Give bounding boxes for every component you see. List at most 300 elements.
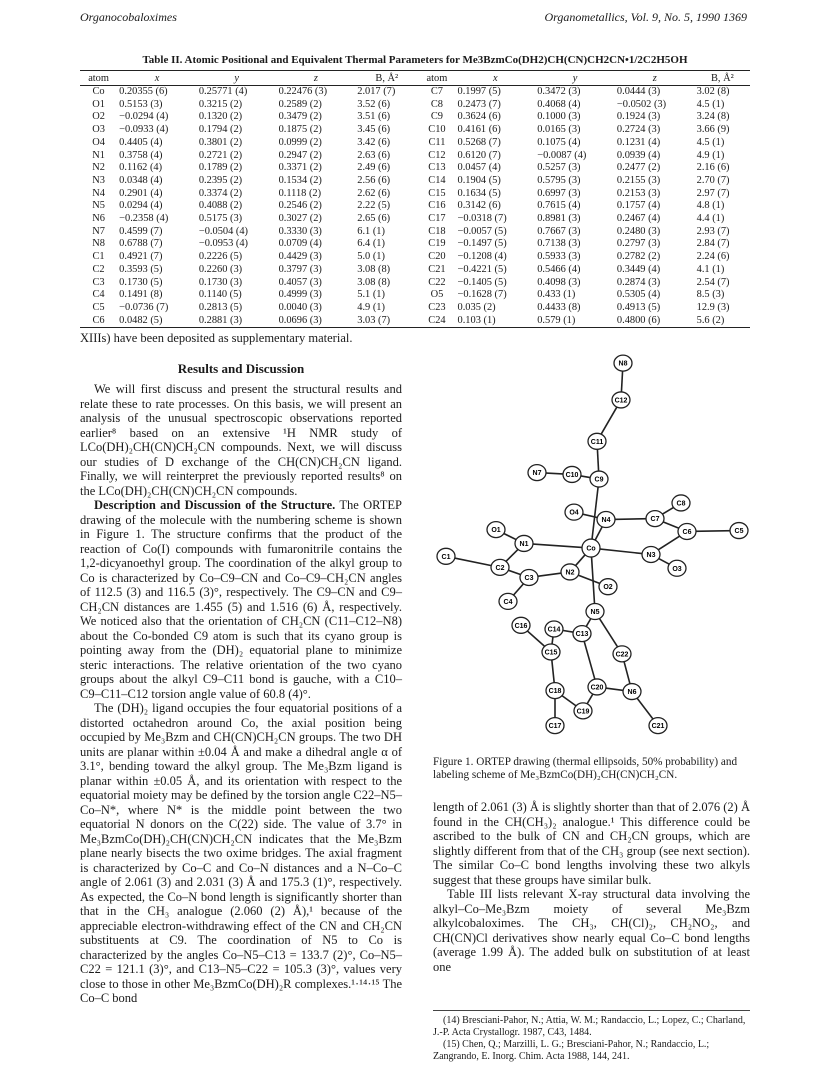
table-row <box>80 111 750 124</box>
table-row <box>80 277 750 290</box>
value-cell: −0.1497 (5) <box>457 238 507 250</box>
value-cell: 0.6788 (7) <box>119 238 163 250</box>
atom-cell: N4 <box>92 187 105 199</box>
value-cell: −0.1208 (4) <box>457 251 507 263</box>
atom-cell: C13 <box>428 162 446 174</box>
caption-text: ORTEP drawing (thermal ellipsoids, 50% probability) and labeling scheme of Me₃BzmCo(DH)₂CH(CN)CH₂CN. <box>433 756 738 781</box>
atom-n2 <box>561 564 579 580</box>
atom-c19 <box>574 703 592 719</box>
value-cell: 0.2874 (3) <box>616 276 661 288</box>
atom-label: N4 <box>601 517 611 525</box>
table-row <box>80 238 750 251</box>
reference-15: (15) Chen, Q.; Marzilli, L. G.; Bresciani-Pahor, N.; Randaccio, L.; Zangrando, E. Inorg. Chim. Acta 1988, 144, 241. <box>433 1039 710 1062</box>
value-cell: 2.22 (5) <box>357 200 391 212</box>
atom-cell: C7 <box>430 86 443 97</box>
value-cell: −0.0953 (4) <box>198 238 249 250</box>
value-cell: 0.5257 (3) <box>537 162 581 174</box>
column-header: z <box>615 71 695 86</box>
reference-14: (14) Bresciani-Pahor, N.; Attia, W. M.; Randaccio, L.; Lopez, C.; Charland, J.-P. Acta Crystallogr. 1987, C43, 1484. <box>433 1015 746 1038</box>
table-row <box>80 302 750 315</box>
value-cell: 0.2721 (2) <box>198 149 243 161</box>
atom-c11 <box>588 433 606 449</box>
atom-c14 <box>545 621 563 637</box>
atom-label: C7 <box>650 516 660 524</box>
value-cell: 3.08 (8) <box>357 276 391 288</box>
atom-c6 <box>678 523 696 539</box>
atom-c1 <box>437 548 455 564</box>
value-cell: 0.0294 (4) <box>119 200 163 212</box>
value-cell: 0.4068 (4) <box>537 98 581 110</box>
table-row <box>80 289 750 302</box>
atom-cell: C22 <box>428 276 446 288</box>
atom-n4 <box>597 512 615 528</box>
value-cell: 0.2589 (2) <box>278 98 322 110</box>
table-row <box>80 264 750 277</box>
value-cell: 0.7615 (4) <box>537 200 581 212</box>
atom-label: C5 <box>734 528 744 536</box>
atom-c7 <box>646 511 664 527</box>
table-row <box>80 315 750 328</box>
value-cell: 0.2901 (4) <box>119 187 163 199</box>
value-cell: 0.4098 (3) <box>537 276 581 288</box>
value-cell: 0.1634 (5) <box>457 187 501 199</box>
value-cell: 0.25771 (4) <box>198 86 248 97</box>
table-row <box>80 226 750 239</box>
right-column <box>433 800 750 974</box>
intro-line: XIIIs) have been deposited as supplementary material. <box>80 331 353 345</box>
left-column <box>80 331 402 1006</box>
atom-label: C11 <box>590 438 604 446</box>
atomic-parameters-table <box>80 70 750 328</box>
value-cell: 0.3330 (3) <box>278 225 322 237</box>
atom-cell: C12 <box>428 149 446 161</box>
atom-label: N8 <box>618 360 628 368</box>
column-header: atom <box>80 71 117 86</box>
column-header: atom <box>418 71 455 86</box>
atom-cell: C9 <box>430 111 443 123</box>
atom-c9 <box>590 471 608 487</box>
value-cell: 2.017 (7) <box>357 86 396 97</box>
value-cell: 0.2881 (3) <box>197 315 277 328</box>
atom-c21 <box>649 718 667 734</box>
value-cell: 0.1789 (2) <box>198 162 243 174</box>
atom-n1 <box>515 535 533 551</box>
value-cell: 0.2813 (5) <box>198 301 243 313</box>
value-cell: 0.2260 (3) <box>198 263 243 275</box>
value-cell: 4.8 (1) <box>696 200 725 212</box>
value-cell: 4.5 (1) <box>696 98 725 110</box>
value-cell: 0.5795 (3) <box>537 174 581 186</box>
atom-cell: C11 <box>428 136 446 148</box>
value-cell: −0.0318 (7) <box>457 213 507 225</box>
atom-cell: C1 <box>92 251 105 263</box>
atom-label: C16 <box>514 622 528 630</box>
column-header: x <box>456 71 536 86</box>
value-cell: 0.5466 (4) <box>537 263 581 275</box>
value-cell: 0.2473 (7) <box>457 98 501 110</box>
value-cell: 0.1231 (4) <box>616 136 661 148</box>
atom-c16 <box>512 617 530 633</box>
value-cell: 0.1730 (3) <box>198 276 243 288</box>
atom-cell: C18 <box>428 225 446 237</box>
value-cell: 12.9 (3) <box>696 301 730 313</box>
table-row <box>80 251 750 264</box>
value-cell: 0.0165 (3) <box>537 124 581 136</box>
value-cell: 0.3449 (4) <box>616 263 661 275</box>
column-header: x <box>117 71 197 86</box>
running-header <box>80 10 747 30</box>
value-cell: 2.97 (7) <box>696 187 730 199</box>
column-header: y <box>197 71 277 86</box>
atom-label: C8 <box>676 500 686 508</box>
atom-label: O4 <box>569 509 579 517</box>
atom-cell: N2 <box>92 162 105 174</box>
value-cell: 0.4433 (8) <box>537 301 581 313</box>
value-cell: 0.1320 (2) <box>198 111 243 123</box>
atom-c4 <box>499 593 517 609</box>
value-cell: 3.08 (8) <box>357 263 391 275</box>
value-cell: 0.433 (1) <box>537 289 576 301</box>
atom-c5 <box>730 523 748 539</box>
value-cell: 0.4599 (7) <box>119 225 163 237</box>
table-header-row <box>80 71 750 86</box>
value-cell: −0.0057 (5) <box>457 225 507 237</box>
value-cell: 0.103 (1) <box>456 315 536 328</box>
atom-c22 <box>613 646 631 662</box>
value-cell: 0.4057 (3) <box>278 276 322 288</box>
table-title: Table II. Atomic Positional and Equivalent Thermal Parameters for Me3BzmCo(DH2)CH(CN)CH2CN•1/2C2H5OH <box>142 54 688 66</box>
value-cell: −0.0294 (4) <box>119 111 169 123</box>
value-cell: 8.5 (3) <box>696 289 725 301</box>
value-cell: 0.3624 (6) <box>457 111 501 123</box>
atom-cell: C14 <box>428 174 446 186</box>
value-cell: 0.20355 (6) <box>119 86 168 97</box>
references <box>433 1010 750 1063</box>
value-cell: 3.52 (6) <box>357 98 391 110</box>
value-cell: 0.2467 (4) <box>616 213 661 225</box>
value-cell: 0.7667 (3) <box>537 225 581 237</box>
atom-o1 <box>487 522 505 538</box>
atom-cell: C2 <box>92 263 105 275</box>
value-cell: 0.2724 (3) <box>616 124 661 136</box>
atom-cell: O1 <box>92 98 105 110</box>
paragraph-text: The ORTEP drawing of the molecule with the numbering scheme is shown in Figure 1. The structure confirms that the product of the reaction of Co(I) compounds with fumaronitrile contains the 1,2-dicyanoethyl group. The coordination of the alkyl group to Co is characterized by Co–C9–CN and Co–C9–CH₂CN angles of 112.5 (3) and 116.5 (3)°, respectively. The C9–CN and C9–CH₂CN distances are 1.455 (5) and 1.516 (6) Å, respectively. We noticed also that the orientation of CH₂CN (C11–C12–N8) about the Co-bonded C9 atom is such that its cyano group is pointing away from the (DH)₂ equatorial plane to minimize steric interactions. The relative orientation of the two cyano groups about the alkyl C9–C11 bond is gauche, with a C10–C9–C11–C12 torsion angle value of 60.8 (4)°. <box>80 498 402 701</box>
value-cell: 0.3797 (3) <box>278 263 322 275</box>
value-cell: 5.0 (1) <box>357 251 385 263</box>
atom-cell: C20 <box>428 251 446 263</box>
atom-cell: C10 <box>428 124 446 136</box>
value-cell: 3.45 (6) <box>357 124 391 136</box>
atom-c3 <box>520 569 538 585</box>
value-cell: 3.42 (6) <box>357 136 391 148</box>
paragraph: length of 2.061 (3) Å is slightly shorter than that of 2.076 (2) Å found in the CH(CH₃)₂ analogue.¹ This difference could be ascribed to the bulk of CN and CH₂CN groups, which are slightly different from that of the CH₃ group (see next section). The similar Co–C bond lengths involving these two alkyls suggest that these groups have similar bulk. <box>433 800 750 887</box>
atom-c10 <box>563 466 581 482</box>
value-cell: 0.5268 (7) <box>457 136 501 148</box>
atom-label: C10 <box>565 471 579 479</box>
value-cell: 0.1491 (8) <box>119 289 163 301</box>
atom-cell: C8 <box>430 98 443 110</box>
paragraph: We will first discuss and present the structural results and relate these to rate processes. On this basis, we will present an analysis of the unusual spectroscopic observations reported earlier⁸ based on an extensive ¹H NMR study of LCo(DH)₂CH(CN)CH₂CN compounds. Next, we will discuss our studies of D exchange of the CH(CN)CH₂CN ligand. Finally, we will reinterpret the previously reported results⁸ on the LCo(DH)₂CH(CN)CH₂CN compounds. <box>80 382 402 498</box>
value-cell: 4.1 (1) <box>696 263 725 275</box>
value-cell: −0.1628 (7) <box>457 289 507 301</box>
atom-label: C20 <box>590 684 604 692</box>
atom-label: O2 <box>603 584 613 592</box>
table-row <box>80 162 750 175</box>
atom-cell: O2 <box>92 111 105 123</box>
value-cell: 0.2153 (3) <box>616 187 661 199</box>
atom-cell: Co <box>92 86 105 97</box>
value-cell: 0.0999 (2) <box>278 136 322 148</box>
value-cell: 0.2226 (5) <box>198 251 243 263</box>
value-cell: 0.0709 (4) <box>278 238 322 250</box>
atom-o2 <box>599 579 617 595</box>
value-cell: 0.1730 (5) <box>119 276 163 288</box>
value-cell: −0.1405 (5) <box>457 276 507 288</box>
value-cell: 0.3758 (4) <box>119 149 163 161</box>
atom-c17 <box>546 718 564 734</box>
atom-label: O3 <box>672 565 682 573</box>
paragraph: Table III lists relevant X-ray structural data involving the alkyl–Co–Me₃Bzm moiety of several Me₃Bzm alkylcobaloximes. The CH₃, CH(Cl)₂, CH₂NO₂, and CH(CN)Cl derivatives show nearly equal Co–C bond lengths (average 1.99 Å). The added bulk on substitution of at least one <box>433 887 750 974</box>
atom-c2 <box>491 559 509 575</box>
atom-label: N7 <box>532 470 542 478</box>
atom-cell: O5 <box>430 289 444 301</box>
ortep-figure <box>433 340 750 750</box>
atom-c8 <box>672 495 690 511</box>
atom-o3 <box>668 560 686 576</box>
paragraph: The (DH)₂ ligand occupies the four equatorial positions of a distorted octahedron around Co, the axial position being occupied by Me₃Bzm and CH(CN)CH₂CN groups. The two DH units are planar within ±0.04 Å and make a dihedral angle α of 3.1°, bending toward the alkyl group. The Me₃Bzm ligand is planar within ±0.05 Å, and its orientation with respect to the equatorial moiety may be defined by the torsion angle C22–N5–Co–N*, where N* is the middle point between the two equatorial N donors on the C(22) side. The value of 3.7° in Me₃BzmCo(DH)₂CH(CN)CH₂CN indicates that the Me₃Bzm plane nearly bisects the two oxime bridges. The axial fragment is characterized by Co–C and Co–N distances and a N–Co–C angle of 2.061 (3) and 2.031 (3) Å and 175.3 (1)°, respectively. As expected, the Co–N bond length is significantly shorter than that in the CH₃ analogue (2.060 (2) Å),¹ because of the appreciable electron-withdrawing effect of the CN and CH₂CN substituents at C9. The coordination of N5 to Co is characterized by the angles Co–N5–C13 = 133.7 (2)°, Co–N5–C22 = 121.1 (3)°, and C13–N5–C22 = 105.3 (3)°, values very close to those in other Me₃BzmCo(DH)₂R complexes.¹·¹⁴·¹⁵ The Co–C bond <box>80 701 402 1005</box>
value-cell: −0.4221 (5) <box>457 263 507 275</box>
value-cell: 0.3215 (2) <box>198 98 243 110</box>
value-cell: 0.2546 (2) <box>278 200 322 212</box>
atom-label: C1 <box>441 553 451 561</box>
value-cell: 0.2947 (2) <box>278 149 322 161</box>
atom-n7 <box>528 465 546 481</box>
atom-label: C12 <box>614 397 628 405</box>
atom-cell: C5 <box>92 301 105 313</box>
value-cell: 0.2797 (3) <box>616 238 661 250</box>
atom-label: C14 <box>547 626 561 634</box>
bond-line <box>591 479 599 548</box>
value-cell: 0.1000 (3) <box>537 111 581 123</box>
value-cell: 2.54 (7) <box>696 276 730 288</box>
atom-label: C6 <box>682 528 692 536</box>
atom-cell: C19 <box>428 238 446 250</box>
atom-label: N5 <box>590 609 600 617</box>
value-cell: −0.0504 (4) <box>198 225 249 237</box>
value-cell: 0.3142 (6) <box>457 200 501 212</box>
value-cell: 2.65 (6) <box>357 213 391 225</box>
table-row <box>80 137 750 150</box>
value-cell: 2.16 (6) <box>696 162 730 174</box>
atom-label: C3 <box>524 574 534 582</box>
atom-label: N3 <box>646 551 656 559</box>
atom-cell: C3 <box>92 276 105 288</box>
value-cell: 0.0444 (3) <box>616 86 661 97</box>
atom-cell: N1 <box>92 149 105 161</box>
value-cell: 0.0939 (4) <box>616 149 661 161</box>
table-row <box>80 150 750 163</box>
value-cell: 0.3593 (5) <box>119 263 163 275</box>
value-cell: 0.0457 (4) <box>457 162 501 174</box>
value-cell: 4.9 (1) <box>696 149 725 161</box>
value-cell: 0.4800 (6) <box>615 315 695 328</box>
paragraph <box>80 498 402 701</box>
value-cell: 0.0348 (4) <box>119 174 163 186</box>
value-cell: 4.4 (1) <box>696 213 725 225</box>
table-row <box>80 175 750 188</box>
value-cell: 0.5933 (3) <box>537 251 581 263</box>
bond-line <box>524 543 591 548</box>
header-right: Organometallics, Vol. 9, No. 5, 1990 1369 <box>544 10 747 24</box>
value-cell: 2.56 (6) <box>357 174 391 186</box>
value-cell: 0.4921 (7) <box>119 251 163 263</box>
value-cell: 0.1997 (5) <box>457 86 501 97</box>
value-cell: 0.4913 (5) <box>616 301 661 313</box>
atom-c12 <box>612 392 630 408</box>
column-header: B, Å² <box>355 71 418 86</box>
value-cell: 0.1875 (2) <box>278 124 322 136</box>
table-row <box>80 86 750 99</box>
value-cell: 2.63 (6) <box>357 149 391 161</box>
atom-label: Co <box>586 545 596 553</box>
value-cell: 0.3374 (2) <box>198 187 243 199</box>
value-cell: 2.84 (7) <box>696 238 730 250</box>
atom-n3 <box>642 546 660 562</box>
atom-n6 <box>623 684 641 700</box>
value-cell: 2.62 (6) <box>357 187 391 199</box>
value-cell: −0.2358 (4) <box>119 213 169 225</box>
value-cell: 0.1075 (4) <box>537 136 581 148</box>
value-cell: 6.4 (1) <box>357 238 385 250</box>
value-cell: 0.2782 (2) <box>616 251 661 263</box>
atom-n8 <box>614 355 632 371</box>
atom-cell: N3 <box>92 174 105 186</box>
value-cell: 0.0696 (3) <box>277 315 356 328</box>
value-cell: 4.9 (1) <box>357 301 385 313</box>
value-cell: 0.579 (1) <box>535 315 615 328</box>
subsection-heading: Description and Discussion of the Structure. <box>94 498 336 512</box>
value-cell: 0.1162 (4) <box>119 162 163 174</box>
value-cell: 2.49 (6) <box>357 162 391 174</box>
atom-label: C19 <box>576 708 590 716</box>
atom-cell: N6 <box>92 213 105 225</box>
value-cell: 0.1924 (3) <box>616 111 661 123</box>
value-cell: 0.5305 (4) <box>616 289 661 301</box>
value-cell: 0.2480 (3) <box>616 225 661 237</box>
column-header: y <box>535 71 615 86</box>
value-cell: 0.5153 (3) <box>119 98 163 110</box>
value-cell: 0.3801 (2) <box>198 136 243 148</box>
atom-c18 <box>546 683 564 699</box>
atom-cell: N7 <box>92 225 105 237</box>
atom-c15 <box>542 644 560 660</box>
value-cell: 0.1534 (2) <box>278 174 322 186</box>
value-cell: 0.2395 (2) <box>198 174 243 186</box>
value-cell: −0.0087 (4) <box>537 149 587 161</box>
value-cell: 5.1 (1) <box>357 289 385 301</box>
table-row <box>80 213 750 226</box>
value-cell: 0.3371 (2) <box>278 162 322 174</box>
value-cell: −0.0736 (7) <box>119 301 169 313</box>
caption-label: Figure 1. <box>433 756 474 768</box>
value-cell: 2.24 (6) <box>696 251 730 263</box>
value-cell: 0.1757 (4) <box>616 200 661 212</box>
value-cell: 0.4161 (6) <box>457 124 501 136</box>
value-cell: 0.2477 (2) <box>616 162 661 174</box>
value-cell: 3.24 (8) <box>696 111 730 123</box>
value-cell: 5.6 (2) <box>695 315 750 328</box>
atom-cell: C23 <box>428 301 446 313</box>
atom-label: C9 <box>594 476 604 484</box>
value-cell: 0.6120 (7) <box>457 149 501 161</box>
value-cell: 0.2155 (3) <box>616 174 661 186</box>
value-cell: 2.70 (7) <box>696 174 730 186</box>
value-cell: 0.4429 (3) <box>278 251 322 263</box>
value-cell: 0.7138 (3) <box>537 238 581 250</box>
value-cell: 0.1118 (2) <box>278 187 322 199</box>
table-row <box>80 188 750 201</box>
atom-cell: C24 <box>418 315 455 328</box>
atom-co <box>582 539 600 557</box>
value-cell: 0.1140 (5) <box>198 289 242 301</box>
atom-label: C2 <box>495 564 505 572</box>
value-cell: 0.035 (2) <box>457 301 496 313</box>
value-cell: 0.4405 (4) <box>119 136 163 148</box>
atom-label: C13 <box>575 631 589 639</box>
column-header: B, Å² <box>695 71 750 86</box>
value-cell: 0.22476 (3) <box>278 86 328 97</box>
value-cell: 0.1904 (5) <box>457 174 501 186</box>
atom-o4 <box>565 504 583 520</box>
value-cell: 0.3479 (2) <box>278 111 322 123</box>
section-title: Results and Discussion <box>177 360 305 376</box>
atom-cell: O4 <box>92 136 105 148</box>
atom-label: C21 <box>651 723 665 731</box>
atom-label: C15 <box>544 649 558 657</box>
table-body <box>80 86 750 328</box>
atom-cell: C17 <box>428 213 446 225</box>
atom-cell: O3 <box>92 124 105 136</box>
value-cell: 3.51 (6) <box>357 111 391 123</box>
value-cell: 0.5175 (3) <box>198 213 243 225</box>
value-cell: 0.8981 (3) <box>537 213 581 225</box>
value-cell: 3.66 (9) <box>696 124 730 136</box>
table-row <box>80 200 750 213</box>
value-cell: 4.5 (1) <box>696 136 725 148</box>
value-cell: 0.0040 (3) <box>278 301 322 313</box>
value-cell: 0.4088 (2) <box>198 200 243 212</box>
value-cell: 0.6997 (3) <box>537 187 581 199</box>
atom-cell: C4 <box>92 289 105 301</box>
table-row <box>80 99 750 112</box>
atom-label: C22 <box>615 651 629 659</box>
value-cell: 0.4999 (3) <box>278 289 322 301</box>
atom-c13 <box>573 626 591 642</box>
value-cell: 0.0482 (5) <box>117 315 197 328</box>
value-cell: 2.93 (7) <box>696 225 730 237</box>
atom-label: C4 <box>503 598 513 606</box>
atom-cell: C15 <box>428 187 446 199</box>
value-cell: −0.0933 (4) <box>119 124 169 136</box>
atom-label: N1 <box>519 540 529 548</box>
value-cell: 3.03 (7) <box>355 315 418 328</box>
atom-label: C17 <box>548 723 562 731</box>
header-left: Organocobaloximes <box>80 10 177 24</box>
value-cell: 0.1794 (2) <box>198 124 243 136</box>
atom-cell: C6 <box>80 315 117 328</box>
atom-label: C18 <box>548 688 562 696</box>
atom-cell: C21 <box>428 263 446 275</box>
